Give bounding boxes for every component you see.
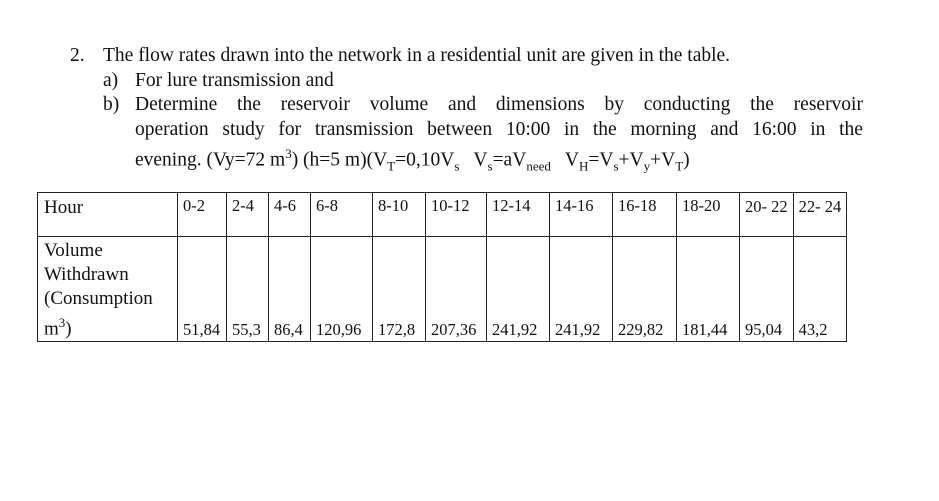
word: reservoir	[280, 94, 350, 115]
sub-item-a-text: For lure transmission and	[135, 69, 334, 91]
sub-item-b-line1	[135, 93, 863, 118]
problem-number: 2.	[70, 45, 85, 66]
formula-sub: s	[487, 158, 493, 174]
hour-cell: 10-12	[426, 193, 487, 237]
word: conducting	[643, 94, 731, 115]
hour-cell: 14-16	[550, 193, 613, 237]
volume-cell: 55,3	[227, 237, 269, 342]
word: volume	[369, 94, 429, 115]
sub-item-b-line2	[135, 118, 863, 143]
flow-rate-table	[37, 192, 847, 342]
problem-statement	[70, 44, 870, 179]
volume-cell: 86,4	[269, 237, 311, 342]
row-label-unit: m	[44, 318, 59, 340]
hour-header-cell: Hour	[38, 193, 178, 237]
sub-item-b	[70, 93, 870, 118]
sub-item-b-letter: b)	[103, 94, 120, 115]
hour-row	[38, 193, 847, 237]
hour-cell: 12-14	[487, 193, 550, 237]
hour-cell: 4-6	[269, 193, 311, 237]
formula-part: V	[564, 149, 579, 171]
volume-cell: 181,44	[677, 237, 740, 342]
formula-sub: T	[387, 158, 396, 174]
problem-text: The flow rates drawn into the network in a residential unit are given in the table.	[103, 45, 731, 66]
sub-item-b-line2-wrap	[70, 118, 870, 143]
word: 16:00	[752, 118, 797, 140]
formula-lead: evening. (Vy=72 m	[135, 149, 286, 171]
volume-cell: 120,96	[311, 237, 373, 342]
formula-part: )	[683, 149, 690, 171]
hour-cell: 8-10	[373, 193, 426, 237]
hour-cell: 2-4	[227, 193, 269, 237]
word: between	[427, 118, 493, 140]
word: for	[278, 118, 302, 140]
word: morning	[630, 118, 697, 140]
problem-intro-line	[70, 44, 870, 69]
formula-part: V	[473, 149, 488, 171]
hour-cell: 20- 22	[740, 193, 794, 237]
word: the	[592, 118, 617, 140]
formula-part: =V	[588, 149, 614, 171]
volume-cell: 95,04	[740, 237, 794, 342]
word: the	[750, 94, 774, 115]
row-label-paren: )	[65, 318, 72, 340]
word: the	[839, 118, 863, 140]
volume-cell: 207,36	[426, 237, 487, 342]
formula-sub: T	[675, 158, 684, 174]
word: and	[710, 118, 739, 140]
volume-header-cell	[38, 237, 178, 342]
formula-sub: s	[613, 158, 619, 174]
formula-sub: need	[526, 158, 551, 174]
row-label-line: Withdrawn	[44, 264, 129, 285]
volume-cell: 241,92	[487, 237, 550, 342]
formula-sub: y	[643, 158, 651, 174]
word: study	[222, 118, 265, 140]
hour-cell: 6-8	[311, 193, 373, 237]
formula-sup: 3	[285, 146, 292, 161]
formula-part: +V	[618, 149, 644, 171]
word: reservoir	[793, 94, 863, 115]
sub-item-a	[70, 69, 870, 94]
volume-cell: 43,2	[793, 237, 847, 342]
volume-cell: 51,84	[178, 237, 227, 342]
volume-row	[38, 237, 847, 342]
word: 10:00	[505, 118, 551, 140]
word: in	[563, 118, 580, 140]
row-label-sup: 3	[58, 315, 66, 330]
word: Determine	[135, 94, 218, 115]
row-label-line: Volume	[44, 240, 103, 261]
formula-part: =0,10V	[395, 149, 455, 171]
formula-sub: s	[454, 158, 460, 174]
sub-item-a-letter: a)	[103, 69, 119, 91]
hour-cell: 16-18	[613, 193, 677, 237]
volume-cell: 172,8	[373, 237, 426, 342]
hour-cell: 18-20	[677, 193, 740, 237]
volume-cell: 241,92	[550, 237, 613, 342]
formula-sub: H	[578, 158, 589, 174]
formula-line	[70, 142, 870, 179]
hour-cell: 22- 24	[793, 193, 847, 237]
formula-part: ) (h=5 m)(V	[291, 149, 388, 171]
word: operation	[135, 118, 209, 140]
word: the	[237, 94, 261, 115]
word: in	[810, 118, 826, 140]
word: and	[447, 94, 477, 115]
word: by	[604, 94, 624, 115]
word: dimensions	[495, 94, 585, 115]
row-label-line	[44, 311, 172, 341]
formula-part: =aV	[492, 149, 527, 171]
word: transmission	[314, 118, 414, 140]
hour-cell: 0-2	[178, 193, 227, 237]
volume-cell: 229,82	[613, 237, 677, 342]
row-label-line: (Consumption	[44, 288, 153, 309]
formula-part: +V	[650, 149, 676, 171]
